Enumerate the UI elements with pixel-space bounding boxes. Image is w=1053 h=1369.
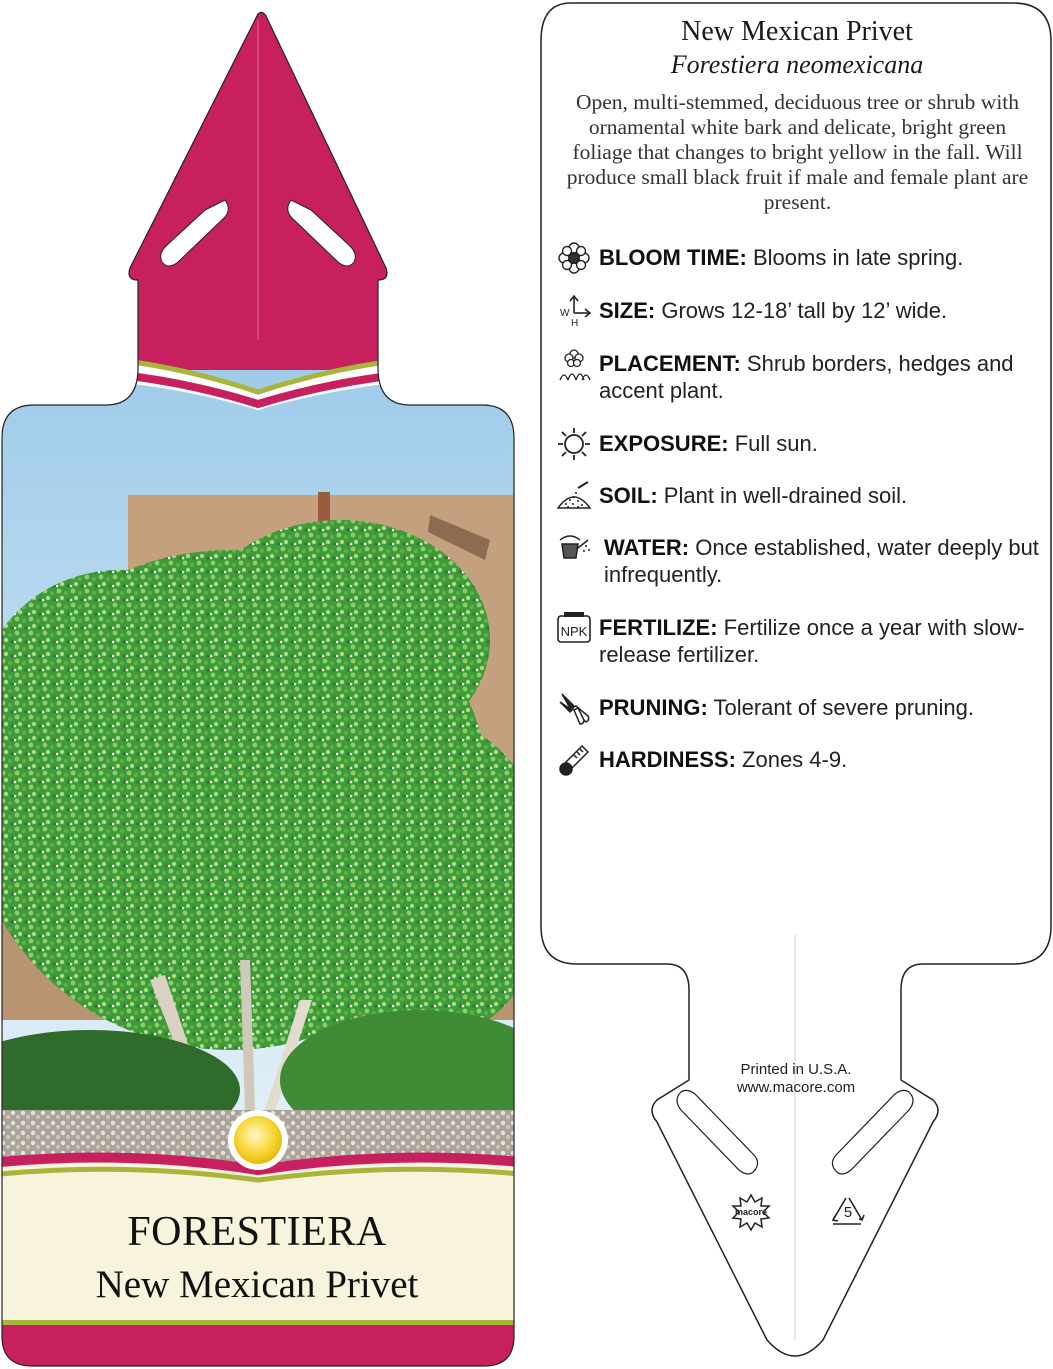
care-label: PLACEMENT: bbox=[599, 351, 741, 376]
sun-badge-icon bbox=[228, 1110, 288, 1170]
care-text: Grows 12-18’ tall by 12’ wide. bbox=[661, 298, 948, 323]
care-text: Tolerant of severe pruning. bbox=[713, 695, 974, 720]
soil-icon bbox=[556, 478, 592, 514]
care-fertilize bbox=[556, 610, 1036, 670]
size-icon-h: H bbox=[571, 318, 579, 329]
care-label: WATER: bbox=[604, 535, 690, 560]
placement-icon bbox=[556, 346, 592, 382]
recycle-number: 5 bbox=[843, 1204, 853, 1221]
watering-can-icon bbox=[556, 530, 592, 566]
care-label: SOIL: bbox=[599, 483, 658, 508]
flower-icon bbox=[556, 240, 592, 276]
sun-icon bbox=[556, 426, 592, 462]
care-hardiness bbox=[556, 742, 1036, 782]
care-label: PRUNING: bbox=[599, 695, 708, 720]
care-label: BLOOM TIME: bbox=[599, 245, 747, 270]
plant-common-name: New Mexican Privet bbox=[681, 16, 913, 47]
plant-description: Open, multi-stemmed, deciduous tree or shrub with ornamental white bark and delicate, bright green foliage that changes to bright yellow in the fall. Will produce small black fruit if male and female plant are present. bbox=[566, 90, 1029, 214]
care-text: Fertilize once a year with slow-release fertilizer. bbox=[599, 615, 1025, 667]
npk-icon bbox=[556, 610, 592, 646]
plant-scientific-name: Forestiera neomexicana bbox=[670, 50, 924, 79]
care-text: Plant in well-drained soil. bbox=[663, 483, 908, 508]
care-label: EXPOSURE: bbox=[599, 431, 729, 456]
thermometer-icon bbox=[556, 742, 592, 778]
care-size bbox=[556, 293, 1036, 333]
care-label: HARDINESS: bbox=[599, 747, 736, 772]
care-pruning bbox=[556, 690, 1036, 730]
size-icon bbox=[556, 293, 592, 329]
front-genus-name: FORESTIERA bbox=[127, 1209, 387, 1255]
website-link[interactable]: www.macore.com bbox=[736, 1079, 856, 1096]
care-label: FERTILIZE: bbox=[599, 615, 718, 640]
pruners-icon bbox=[556, 690, 592, 726]
printed-notice bbox=[690, 1061, 902, 1097]
printed-in-usa: Printed in U.S.A. bbox=[740, 1061, 852, 1078]
front-tag bbox=[0, 0, 520, 1369]
care-text: Once established, water deeply but infrequently. bbox=[604, 535, 1039, 587]
care-bloom-time bbox=[556, 240, 1036, 280]
care-label: SIZE: bbox=[599, 298, 656, 323]
care-exposure bbox=[556, 426, 1036, 466]
care-text: Full sun. bbox=[734, 431, 818, 456]
front-common-name: New Mexican Privet bbox=[95, 1263, 419, 1306]
size-icon-w: W bbox=[560, 308, 570, 319]
care-text: Zones 4-9. bbox=[742, 747, 848, 772]
care-text: Blooms in late spring. bbox=[753, 245, 964, 270]
care-text: Shrub borders, hedges and accent plant. bbox=[599, 351, 1014, 403]
care-water bbox=[556, 530, 1039, 590]
care-soil bbox=[556, 478, 1036, 518]
npk-text: NPK bbox=[560, 624, 588, 639]
macore-brand-text: macore bbox=[734, 1207, 768, 1217]
care-placement bbox=[556, 346, 1036, 406]
